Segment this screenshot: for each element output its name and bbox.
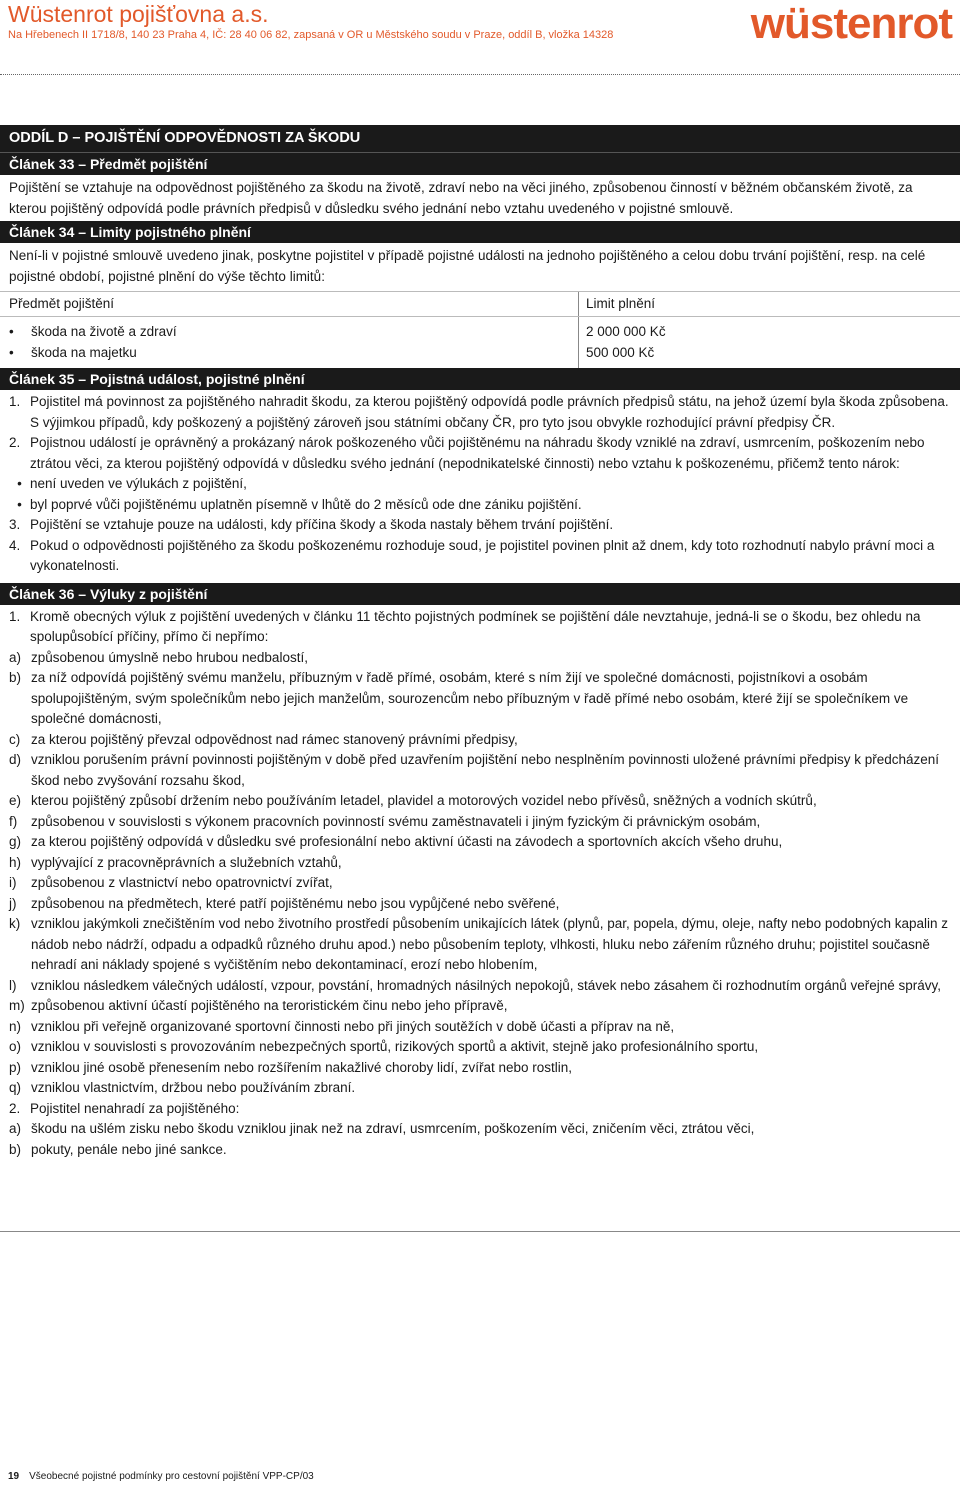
list-item: [9, 1140, 951, 1161]
list-item-letter: j): [9, 895, 17, 911]
section-title: ODDÍL D – POJIŠTĚNÍ ODPOVĚDNOSTI ZA ŠKODU: [0, 125, 960, 152]
article-35-list: [0, 390, 960, 577]
article-36-list: [0, 605, 960, 1161]
non-covered-list: [9, 1119, 951, 1160]
wustenrot-logo: wüstenrot: [750, 0, 952, 48]
limits-table-header: [0, 292, 960, 317]
page-footer: [8, 1471, 314, 1482]
list-item-letter: b): [9, 1141, 22, 1157]
list-item-letter: n): [9, 1018, 22, 1034]
list-item: [9, 730, 951, 751]
list-item: [9, 750, 951, 791]
bullet-icon: •: [17, 476, 22, 491]
list-item: [9, 873, 951, 894]
list-item-text: vyplývající z pracovněprávních a služebních vztahů,: [31, 854, 342, 870]
bullet-icon: •: [9, 324, 14, 339]
table-row: [0, 322, 960, 343]
list-item-text: způsobenou v souvislosti s výkonem pracovních povinností svému zaměstnavateli i jiným fyzickým či právnickým osobám,: [31, 813, 761, 829]
list-item-letter: o): [9, 1039, 22, 1054]
list-item: 1. Kromě obecných výluk z pojištění uvedených v článku 11 těchto pojistných podmínek se pojištění dále nevztahuje, jedná-li se o škodu, bez ohledu na spolupůsobící příčiny, přímo či nepřímo:: [9, 608, 921, 644]
list-item-text: způsobenou na předmětech, které patří pojištěnému nebo jsou vypůjčené nebo svěřené,: [31, 895, 560, 911]
exclusions-list: [9, 648, 951, 1099]
list-item-letter: l): [9, 977, 17, 993]
limits-col-limit: Limit plnění: [579, 292, 960, 317]
list-item-text: způsobenou úmyslně nebo hrubou nedbalostí,: [31, 649, 308, 665]
article-33-title: Článek 33 – Předmět pojištění: [0, 152, 960, 175]
list-item-text: vzniklou jakýmkoli znečištěním vod nebo životního prostředí působením unikajících látek (plynů, par, popela, dýmu, oleje, nafty nebo podobných kapalin z nádob nebo nádrží, odpadu a odpadků různého druhu apod.) nebo působením teploty, vlhkosti, hluku nebo zářením různého druhu; pojistitel současně nehradí ani náklady spojené s vyčištěním nebo dekontaminací, erozí nebo hlobením,: [31, 916, 949, 972]
document-content: [0, 121, 960, 1232]
bullet-icon: •: [17, 496, 22, 512]
limit-value: 2 000 000 Kč: [579, 322, 960, 343]
list-item-letter: d): [9, 752, 22, 767]
list-item-text: vzniklou při veřejně organizované sportovní činnosti nebo při jiných soutěžích v době účasti a příprav na ně,: [31, 1018, 675, 1034]
limit-value: 500 000 Kč: [579, 343, 960, 364]
list-item: [9, 648, 951, 669]
article-34-text: Není-li v pojistné smlouvě uvedeno jinak, poskytne pojistitel v případě pojistné události na jednoho pojištěného a celou dobu trvání pojištění, resp. na celé pojistné období, pojistné plnění do výše těchto limitů:: [9, 248, 926, 284]
list-item-letter: a): [9, 1121, 22, 1136]
list-item: [9, 976, 951, 997]
list-item-letter: q): [9, 1080, 22, 1095]
list-item: [9, 1037, 951, 1058]
list-item: [9, 914, 951, 976]
list-item-text: vzniklou porušením právní povinnosti pojištěným v době před uzavřením pojištění nebo nesplněním povinnosti uložené právními předpisy k předcházení škod nebo zvyšování rozsahu škod,: [31, 752, 940, 788]
article-36-title: Článek 36 – Výluky z pojištění: [0, 583, 960, 605]
list-item-letter: f): [9, 813, 18, 829]
list-item-letter: k): [9, 916, 21, 931]
list-item-text: vzniklou následkem válečných událostí, vzpour, povstání, hromadných násilných nepokojů, stávek nebo zásahem či rozhodnutím orgánů veřejné správy,: [31, 977, 942, 993]
list-item: [9, 853, 951, 874]
list-item: [9, 1119, 951, 1140]
list-item: 2. Pojistitel nenahradí za pojištěného:: [9, 1100, 240, 1116]
article-33-text: Pojištění se vztahuje na odpovědnost pojištěného za škodu na životě, zdraví nebo na věci jiného, způsobenou činností v běžném občanském životě, za kterou pojištěný odpovídá podle právních předpisů v důsledku svého jednání nebo vztahu uvedeného v pojistné smlouvě.: [9, 180, 913, 216]
list-item: 1. Pojistitel má povinnost za pojištěného nahradit škodu, za kterou pojištěný odpovídá podle právních předpisů státu, na jehož území byla škoda způsobena. S výjimkou případů, kdy poškozený a pojištěný zároveň jsou státními občany ČR, pro tyto jsou obvykle rozhodující právní předpisy ČR.: [9, 394, 949, 430]
company-name: Wüstenrot pojišťovna a.s.: [8, 1, 269, 27]
header-divider: [0, 74, 960, 75]
article-34-title: Článek 34 – Limity pojistného plnění: [0, 221, 960, 243]
list-item: [9, 1017, 951, 1038]
article-35-title: Článek 35 – Pojistná událost, pojistné plnění: [0, 368, 960, 390]
list-item: 3. Pojištění se vztahuje pouze na události, kdy příčina škody a škoda nastaly během trvání pojištění.: [9, 517, 614, 532]
list-item-letter: m): [9, 998, 25, 1013]
list-item: [9, 812, 951, 833]
limit-item: škoda na majetku: [31, 344, 137, 360]
list-item-text: pokuty, penále nebo jiné sankce.: [31, 1141, 227, 1157]
list-item-letter: c): [9, 731, 21, 747]
list-item: [9, 832, 951, 853]
limits-col-subject: Předmět pojištění: [0, 292, 579, 317]
list-item-letter: a): [9, 649, 22, 665]
list-item: [9, 996, 951, 1017]
list-item-text: způsobenou z vlastnictví nebo opatrovnictví zvířat,: [31, 875, 333, 890]
list-item-letter: b): [9, 670, 22, 685]
list-item: [9, 1078, 951, 1099]
list-item: • byl poprvé vůči pojištěnému uplatněn písemně v lhůtě do 2 měsíců ode dne zániku pojištění.: [9, 495, 951, 516]
table-row: [0, 343, 960, 364]
list-item-text: vzniklou v souvislosti s provozováním nebezpečných sportů, rizikových sportů a aktivit, stejně jako profesionálního sportu,: [31, 1039, 759, 1054]
list-item-text: způsobenou aktivní účastí pojištěného na teroristickém činu nebo jeho přípravě,: [31, 998, 508, 1013]
list-item-text: kterou pojištěný způsobí držením nebo používáním letadel, plavidel a motorových vozidel nebo přívěsů, sněžných a vodních skútrů,: [31, 793, 817, 808]
footer-doc-title: Všeobecné pojistné podmínky pro cestovní pojištění VPP-CP/03: [29, 1471, 314, 1482]
page-header: [8, 0, 952, 60]
list-item-text: vzniklou vlastnictvím, držbou nebo používáním zbraní.: [31, 1080, 356, 1095]
list-item-text: vzniklou jiné osobě přenesením nebo rozšířením nakažlivé choroby lidí, zvířat nebo rostlin,: [31, 1059, 573, 1075]
list-item-text: za kterou pojištěný převzal odpovědnost nad rámec stanovený právními předpisy,: [31, 731, 518, 747]
list-item: • není uveden ve výlukách z pojištění,: [9, 474, 951, 495]
list-item-letter: p): [9, 1059, 22, 1075]
bullet-icon: •: [9, 344, 14, 360]
list-item-letter: h): [9, 854, 22, 870]
list-item: 2. Pojistnou událostí je oprávněný a prokázaný nárok poškozeného vůči pojištěnému na náhradu škody vzniklé na zdraví, usmrcením, poškozením nebo ztrátou věci, za kterou pojištěný odpovídá v důsledku svého jednání (nepodnikatelské činnosti) nebo vztahu k poškozenému, přičemž tento nárok:: [9, 435, 925, 471]
list-item-text: za níž odpovídá pojištěný svému manželu, příbuzným v řadě přímé, osobám, které s ním žijí ve společné domácnosti, pojistníkovi a osobám spolupojištěným, svým společníkům nebo jejich manželům, sourozencům nebo příbuzným v řadě přímé nebo osobám, které žijí se společníkem ve společné domácnosti,: [31, 670, 909, 726]
list-item-text: za kterou pojištěný odpovídá v důsledku své profesionální nebo aktivní účasti na závodech a sportovních akcích všeho druhu,: [31, 834, 783, 849]
list-item-text: škodu na ušlém zisku nebo škodu vzniklou jinak než na zdraví, usmrcením, poškozením věci, zničením věci, ztrátou věci,: [31, 1121, 755, 1136]
page-number: 19: [8, 1471, 20, 1482]
company-address: Na Hřebenech II 1718/8, 140 23 Praha 4, IČ: 28 40 06 82, zapsaná v OR u Městského soudu v Praze, oddíl B, vložka 14328: [8, 29, 614, 41]
list-item: 4. Pokud o odpovědnosti pojištěného za škodu poškozenému rozhoduje soud, je pojistitel povinen plnit až dnem, kdy toto rozhodnutí nabylo právní moci a vykonatelnosti.: [9, 537, 935, 573]
limits-table: [0, 291, 960, 368]
list-item: [9, 1058, 951, 1079]
list-item: [9, 668, 951, 730]
list-item-letter: g): [9, 834, 22, 849]
list-item: [9, 894, 951, 915]
limit-item: škoda na životě a zdraví: [31, 324, 177, 339]
list-item-letter: e): [9, 793, 22, 808]
list-item-letter: i): [9, 875, 17, 890]
list-item: [9, 791, 951, 812]
